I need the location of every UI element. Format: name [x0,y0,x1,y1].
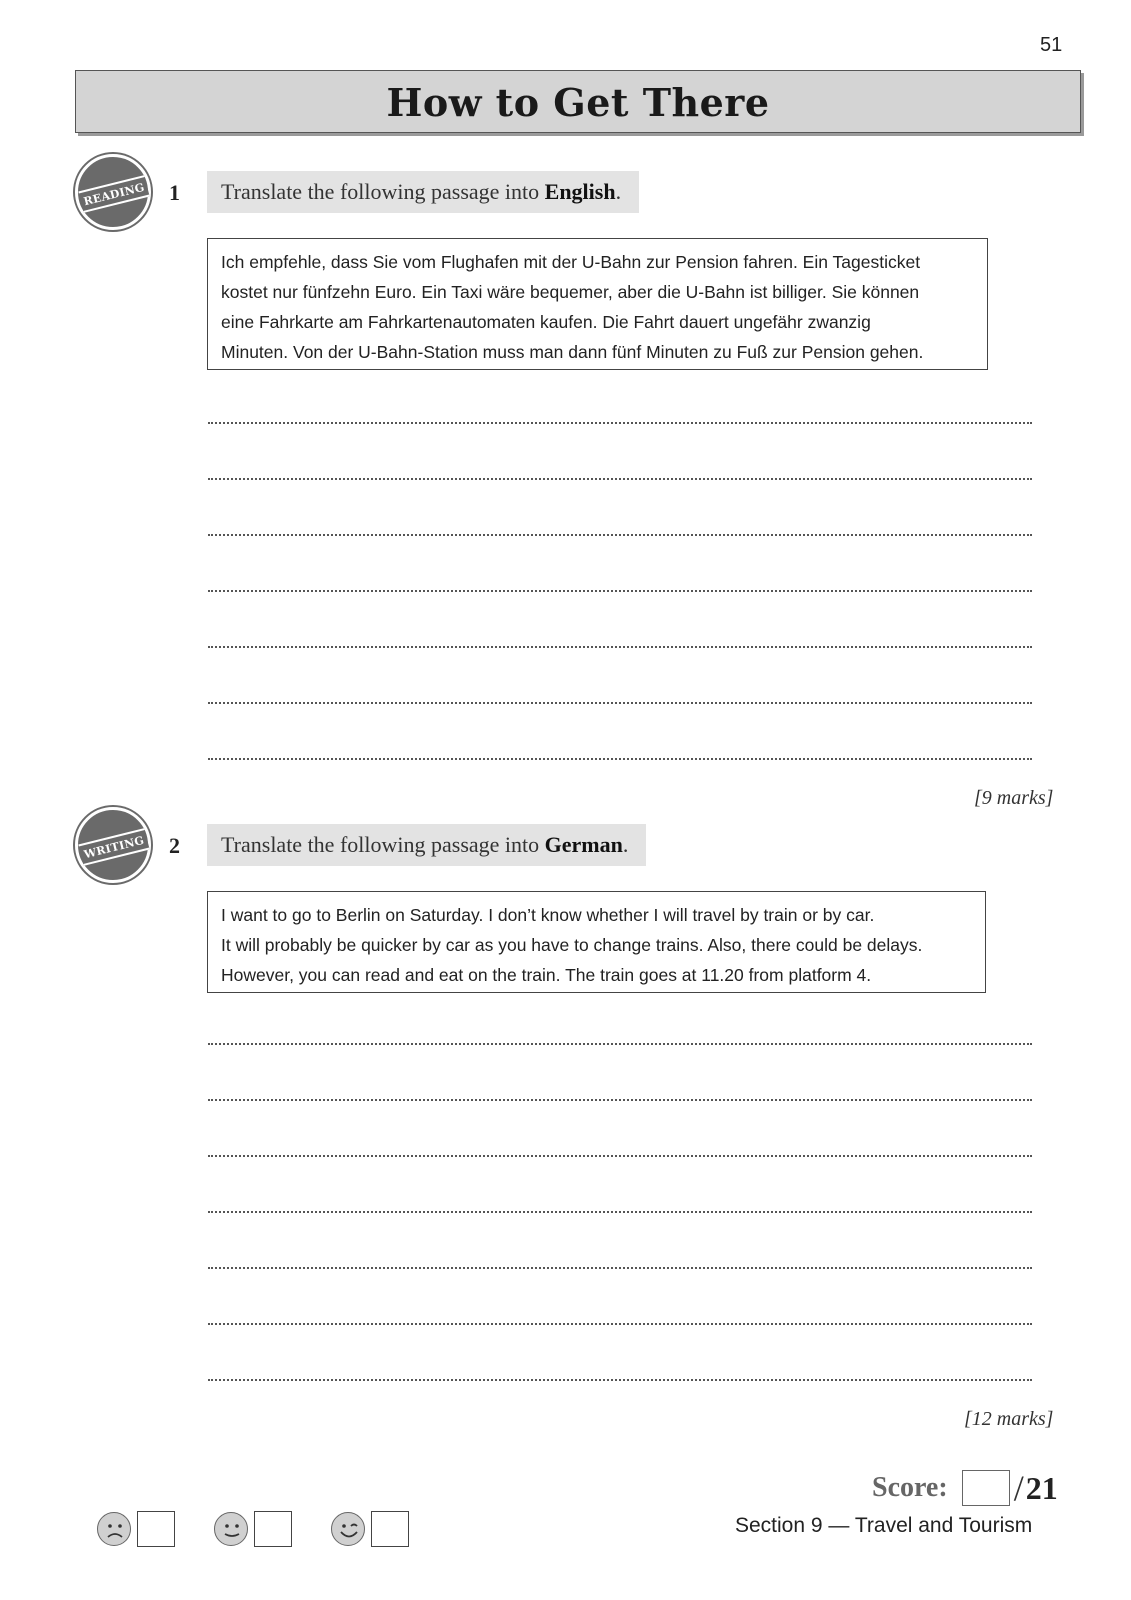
badge-label: WRITING [82,833,146,861]
passage-line: eine Fahrkarte am Fahrkartenautomaten kaufen. Die Fahrt dauert ungefähr zwanzig [221,312,871,332]
answer-line[interactable] [208,422,1032,424]
score-slash: / [1013,1468,1024,1508]
answer-line[interactable] [208,1379,1032,1381]
answer-line[interactable] [208,1043,1032,1045]
answer-line[interactable] [208,1155,1032,1157]
answer-line[interactable] [208,590,1032,592]
writing-badge-icon [75,807,151,883]
question-instruction [207,824,646,866]
passage-line: However, you can read and eat on the train. The train goes at 11.20 from platform 4. [221,965,872,985]
answer-line[interactable] [208,1099,1032,1101]
passage-line: I want to go to Berlin on Saturday. I don’t know whether I will travel by train or by car. [221,905,875,925]
badge-label: READING [82,180,146,208]
passage-box [207,238,988,370]
neutral-checkbox[interactable] [254,1511,292,1547]
marks-label: [9 marks] [974,787,1054,809]
answer-line[interactable] [208,1323,1032,1325]
neutral-face-icon [214,1512,248,1546]
instruction-language: German [544,832,623,857]
answer-line[interactable] [208,758,1032,760]
score-total: 21 [1025,1469,1058,1506]
page-number: 51 [1040,34,1063,56]
title-banner [75,70,1081,133]
answer-line[interactable] [208,646,1032,648]
sad-face-icon [97,1512,131,1546]
answer-line[interactable] [208,1267,1032,1269]
score-label: Score: [872,1472,948,1503]
answer-line[interactable] [208,1211,1032,1213]
score-panel [872,1468,1058,1508]
passage-line: It will probably be quicker by car as you have to change trains. Also, there could be delays. [221,935,923,955]
passage-line: Ich empfehle, dass Sie vom Flughafen mit der U-Bahn zur Pension fahren. Ein Tagesticket [221,252,921,272]
answer-line[interactable] [208,702,1032,704]
instruction-text: Translate the following passage into [221,179,545,204]
instruction-language: English [544,179,616,204]
instruction-text: Translate the following passage into [221,832,545,857]
passage-line: kostet nur fünfzehn Euro. Ein Taxi wäre bequemer, aber die U-Bahn ist billiger. Sie können [221,282,920,302]
happy-face-icon [331,1512,365,1546]
answer-line[interactable] [208,534,1032,536]
answer-line[interactable] [208,478,1032,480]
question-number: 1 [169,180,180,205]
section-footer: Section 9 — Travel and Tourism [735,1514,1033,1537]
question-number: 2 [169,833,180,858]
question-instruction [207,171,639,213]
passage-line: Minuten. Von der U-Bahn-Station muss man dann fünf Minuten zu Fuß zur Pension gehen. [221,342,924,362]
sad-checkbox[interactable] [137,1511,175,1547]
passage-box [207,891,986,993]
score-input-box[interactable] [962,1470,1010,1506]
marks-label: [12 marks] [964,1408,1054,1430]
instruction-punct: . [622,832,629,857]
page-title: How to Get There [386,80,770,125]
instruction-punct: . [615,179,622,204]
happy-checkbox[interactable] [371,1511,409,1547]
reading-badge-icon [75,154,151,230]
